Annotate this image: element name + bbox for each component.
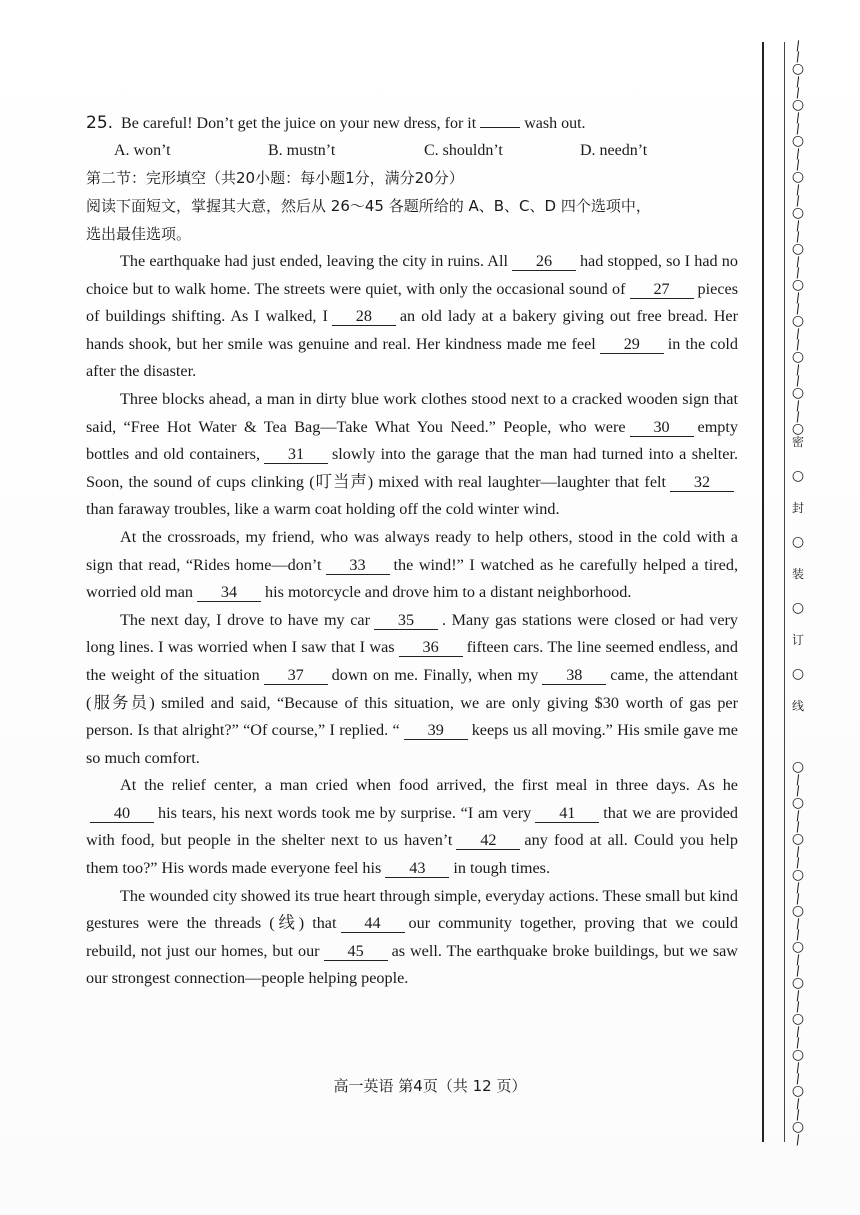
cloze-blank-27: 27 bbox=[630, 280, 694, 299]
page-footer: 高一英语 第4页（共 12 页） bbox=[333, 1077, 527, 1095]
cloze-blank-35: 35 bbox=[374, 611, 438, 630]
binding-slash: ∕ bbox=[794, 38, 802, 55]
binding-circle: ○ bbox=[791, 600, 805, 616]
binding-circle: ○ bbox=[791, 349, 805, 365]
binding-char: 封 bbox=[791, 501, 804, 515]
binding-slash: ∕ bbox=[794, 963, 802, 980]
binding-slash: ∕ bbox=[794, 146, 802, 163]
binding-circle: ○ bbox=[791, 867, 805, 883]
binding-circle: ○ bbox=[791, 1119, 805, 1135]
binding-pattern bbox=[788, 38, 808, 1149]
binding-slash: ∕ bbox=[794, 880, 802, 897]
binding-circle: ○ bbox=[791, 759, 805, 775]
binding-circle: ○ bbox=[791, 421, 805, 437]
binding-circle: ○ bbox=[791, 205, 805, 221]
binding-slash: ∕ bbox=[794, 85, 802, 102]
binding-slash: ∕ bbox=[794, 952, 802, 969]
cloze-blank-41: 41 bbox=[535, 804, 599, 823]
question-25-options bbox=[86, 137, 738, 164]
binding-slash: ∕ bbox=[794, 110, 802, 127]
passage-text: The wounded city showed its true heart through simple, everyday actions. These small but kind gestures were the threads (线) that bbox=[86, 886, 738, 933]
binding-circle: ○ bbox=[791, 975, 805, 991]
binding-slash: ∕ bbox=[794, 1024, 802, 1041]
binding-circle: ○ bbox=[791, 97, 805, 113]
binding-circle: ○ bbox=[791, 133, 805, 149]
section-instruction-2: 选出最佳选项。 bbox=[86, 225, 192, 243]
question-25 bbox=[86, 110, 738, 137]
binding-circle: ○ bbox=[791, 277, 805, 293]
binding-circle: ○ bbox=[791, 903, 805, 919]
binding-circle: ○ bbox=[791, 61, 805, 77]
cloze-blank-31: 31 bbox=[264, 445, 328, 464]
binding-slash: ∕ bbox=[794, 157, 802, 174]
binding-slash: ∕ bbox=[794, 855, 802, 872]
binding-slash: ∕ bbox=[794, 999, 802, 1016]
option-a: A. won’t bbox=[114, 142, 171, 159]
cloze-blank-33: 33 bbox=[326, 556, 390, 575]
paragraph-2 bbox=[86, 386, 738, 524]
section-instruction-1: 阅读下面短文，掌握其大意，然后从 26～45 各题所给的 A、B、C、D 四个选项中， bbox=[86, 197, 651, 215]
binding-char: 线 bbox=[791, 699, 804, 713]
passage-text: our community together, proving that we could rebuild, not just our homes, but our bbox=[86, 914, 738, 960]
binding-slash: ∕ bbox=[794, 301, 802, 318]
binding-slash: ∕ bbox=[794, 1107, 802, 1124]
passage-text: had stopped, so I had no choice but to walk home. The streets were quiet, with only the occasional sound of bbox=[86, 252, 738, 298]
binding-slash: ∕ bbox=[794, 337, 802, 354]
binding-slash: ∕ bbox=[794, 265, 802, 282]
section-title: 第二节：完形填空（共20小题：每小题1分，满分20分） bbox=[86, 169, 464, 187]
passage-text: his tears, his next words took me by surprise. “I am very bbox=[158, 803, 532, 822]
paragraph-3 bbox=[86, 524, 738, 607]
passage-text: in the cold after the disaster. bbox=[86, 334, 738, 381]
binding-slash: ∕ bbox=[794, 891, 802, 908]
binding-slash: ∕ bbox=[794, 398, 802, 415]
binding-circle: ○ bbox=[791, 241, 805, 257]
binding-slash: ∕ bbox=[794, 1071, 802, 1088]
question-number: 25. bbox=[86, 113, 114, 133]
passage-text: as well. The earthquake broke buildings, but we saw our strongest connection—people helping people. bbox=[86, 941, 738, 988]
binding-slash: ∕ bbox=[794, 229, 802, 246]
cloze-blank-34: 34 bbox=[197, 583, 261, 602]
binding-char: 装 bbox=[791, 567, 804, 581]
paragraph-4 bbox=[86, 607, 738, 773]
binding-circle: ○ bbox=[791, 1011, 805, 1027]
cloze-blank-44: 44 bbox=[341, 914, 405, 933]
passage-text: At the crossroads, my friend, who was always ready to help others, stood in the cold with a sign that read, “Rides home—don’t bbox=[86, 527, 738, 574]
binding-slash: ∕ bbox=[794, 988, 802, 1005]
binding-circle: ○ bbox=[791, 468, 805, 484]
binding-line bbox=[758, 30, 838, 1149]
passage-text: the wind!” I watched as he carefully helped a tired, worried old man bbox=[86, 555, 738, 602]
binding-circle: ○ bbox=[791, 534, 805, 550]
paragraph-1 bbox=[86, 248, 738, 386]
passage-text: At the relief center, a man cried when food arrived, the first meal in three days. As he bbox=[120, 776, 738, 795]
binding-circle: ○ bbox=[791, 1083, 805, 1099]
cloze-blank-30: 30 bbox=[630, 418, 694, 437]
binding-circle: ○ bbox=[791, 1047, 805, 1063]
binding-slash: ∕ bbox=[794, 772, 802, 789]
passage-text: an old lady at a bakery giving out free bread. Her hands shook, but her smile was genuine and real. Her kindness made me feel bbox=[86, 307, 738, 353]
binding-circle: ○ bbox=[791, 385, 805, 401]
binding-slash: ∕ bbox=[794, 844, 802, 861]
binding-slash: ∕ bbox=[794, 290, 802, 307]
cloze-blank-37: 37 bbox=[264, 666, 328, 685]
binding-circle: ○ bbox=[791, 831, 805, 847]
passage-text: empty bottles and old containers, bbox=[86, 417, 738, 464]
passage-text: any food at all. Could you help them too?” His words made everyone feel his bbox=[86, 831, 738, 878]
cloze-blank-38: 38 bbox=[542, 666, 606, 685]
cloze-blank-40: 40 bbox=[90, 804, 154, 823]
binding-circle: ○ bbox=[791, 666, 805, 682]
binding-slash: ∕ bbox=[794, 182, 802, 199]
page-content bbox=[86, 110, 738, 993]
cloze-blank-29: 29 bbox=[600, 335, 664, 354]
binding-rule-left bbox=[762, 42, 764, 1142]
binding-slash: ∕ bbox=[794, 916, 802, 933]
cloze-blank-42: 42 bbox=[456, 831, 520, 850]
binding-slash: ∕ bbox=[794, 1096, 802, 1113]
passage-text: The next day, I drove to have my car bbox=[120, 610, 370, 629]
passage-text: fifteen cars. The line seemed endless, and the weight of the situation bbox=[86, 638, 738, 684]
passage-text: Three blocks ahead, a man in dirty blue work clothes stood next to a cracked wooden sign that said, “Free Hot Water & Tea Bag—Take What You Need.” People, who were bbox=[86, 389, 738, 436]
passage-text: than faraway troubles, like a warm coat holding off the cold winter wind. bbox=[86, 500, 560, 519]
binding-slash: ∕ bbox=[794, 326, 802, 343]
option-d: D. needn’t bbox=[580, 142, 648, 159]
binding-slash: ∕ bbox=[794, 819, 802, 836]
answer-blank bbox=[480, 113, 520, 128]
binding-slash: ∕ bbox=[794, 927, 802, 944]
binding-slash: ∕ bbox=[794, 808, 802, 825]
binding-circle: ○ bbox=[791, 939, 805, 955]
binding-slash: ∕ bbox=[794, 121, 802, 138]
binding-char: 密 bbox=[791, 435, 804, 449]
question-stem-end: wash out. bbox=[524, 115, 586, 132]
binding-circle: ○ bbox=[791, 795, 805, 811]
question-stem-start: Be careful! Don’t get the juice on your new dress, for it bbox=[121, 115, 477, 132]
passage-text: came, the attendant (服务员) smiled and said, “Because of this situation, we are only giving $30 worth of gas per person. Is that alright?” “Of course,” I replied. “ bbox=[86, 665, 739, 740]
passage-text: that we are provided with food, but people in the shelter next to us haven’t bbox=[86, 803, 738, 850]
passage-text: down on me. Finally, when my bbox=[331, 665, 539, 684]
option-b: B. mustn’t bbox=[268, 142, 336, 159]
passage-text: . Many gas stations were closed or had very long lines. I was worried when I saw that I was bbox=[86, 610, 738, 657]
cloze-blank-45: 45 bbox=[324, 942, 388, 961]
paragraph-6 bbox=[86, 883, 738, 993]
binding-slash: ∕ bbox=[794, 1132, 802, 1149]
option-c: C. shouldn’t bbox=[424, 142, 503, 159]
binding-slash: ∕ bbox=[794, 362, 802, 379]
binding-slash: ∕ bbox=[794, 49, 802, 66]
binding-slash: ∕ bbox=[794, 218, 802, 235]
binding-slash: ∕ bbox=[794, 193, 802, 210]
binding-slash: ∕ bbox=[794, 409, 802, 426]
binding-circle: ○ bbox=[791, 169, 805, 185]
binding-char: 订 bbox=[791, 633, 804, 647]
binding-slash: ∕ bbox=[794, 373, 802, 390]
cloze-blank-32: 32 bbox=[670, 473, 734, 492]
binding-slash: ∕ bbox=[794, 1060, 802, 1077]
passage-text: slowly into the garage that the man had turned into a shelter. Soon, the sound of cups clinking (叮当声) mixed with real laughter—laughter that felt bbox=[86, 445, 738, 491]
passage-text: keeps us all moving.” His smile gave me so much comfort. bbox=[86, 721, 738, 767]
passage-text: in tough times. bbox=[453, 859, 551, 878]
passage-text: his motorcycle and drove him to a distant neighborhood. bbox=[265, 583, 632, 602]
binding-slash: ∕ bbox=[794, 783, 802, 800]
cloze-blank-36: 36 bbox=[399, 638, 463, 657]
binding-slash: ∕ bbox=[794, 74, 802, 91]
cloze-blank-28: 28 bbox=[332, 307, 396, 326]
cloze-blank-43: 43 bbox=[385, 859, 449, 878]
cloze-blank-39: 39 bbox=[404, 721, 468, 740]
binding-rule-right bbox=[784, 42, 785, 1142]
binding-circle: ○ bbox=[791, 313, 805, 329]
passage-text: The earthquake had just ended, leaving the city in ruins. All bbox=[120, 252, 508, 270]
cloze-blank-26: 26 bbox=[512, 252, 576, 271]
binding-slash: ∕ bbox=[794, 254, 802, 271]
paragraph-5 bbox=[86, 772, 738, 882]
passage-text: pieces of buildings shifting. As I walked, I bbox=[86, 279, 738, 326]
cloze-passage bbox=[86, 248, 738, 993]
binding-slash: ∕ bbox=[794, 1035, 802, 1052]
